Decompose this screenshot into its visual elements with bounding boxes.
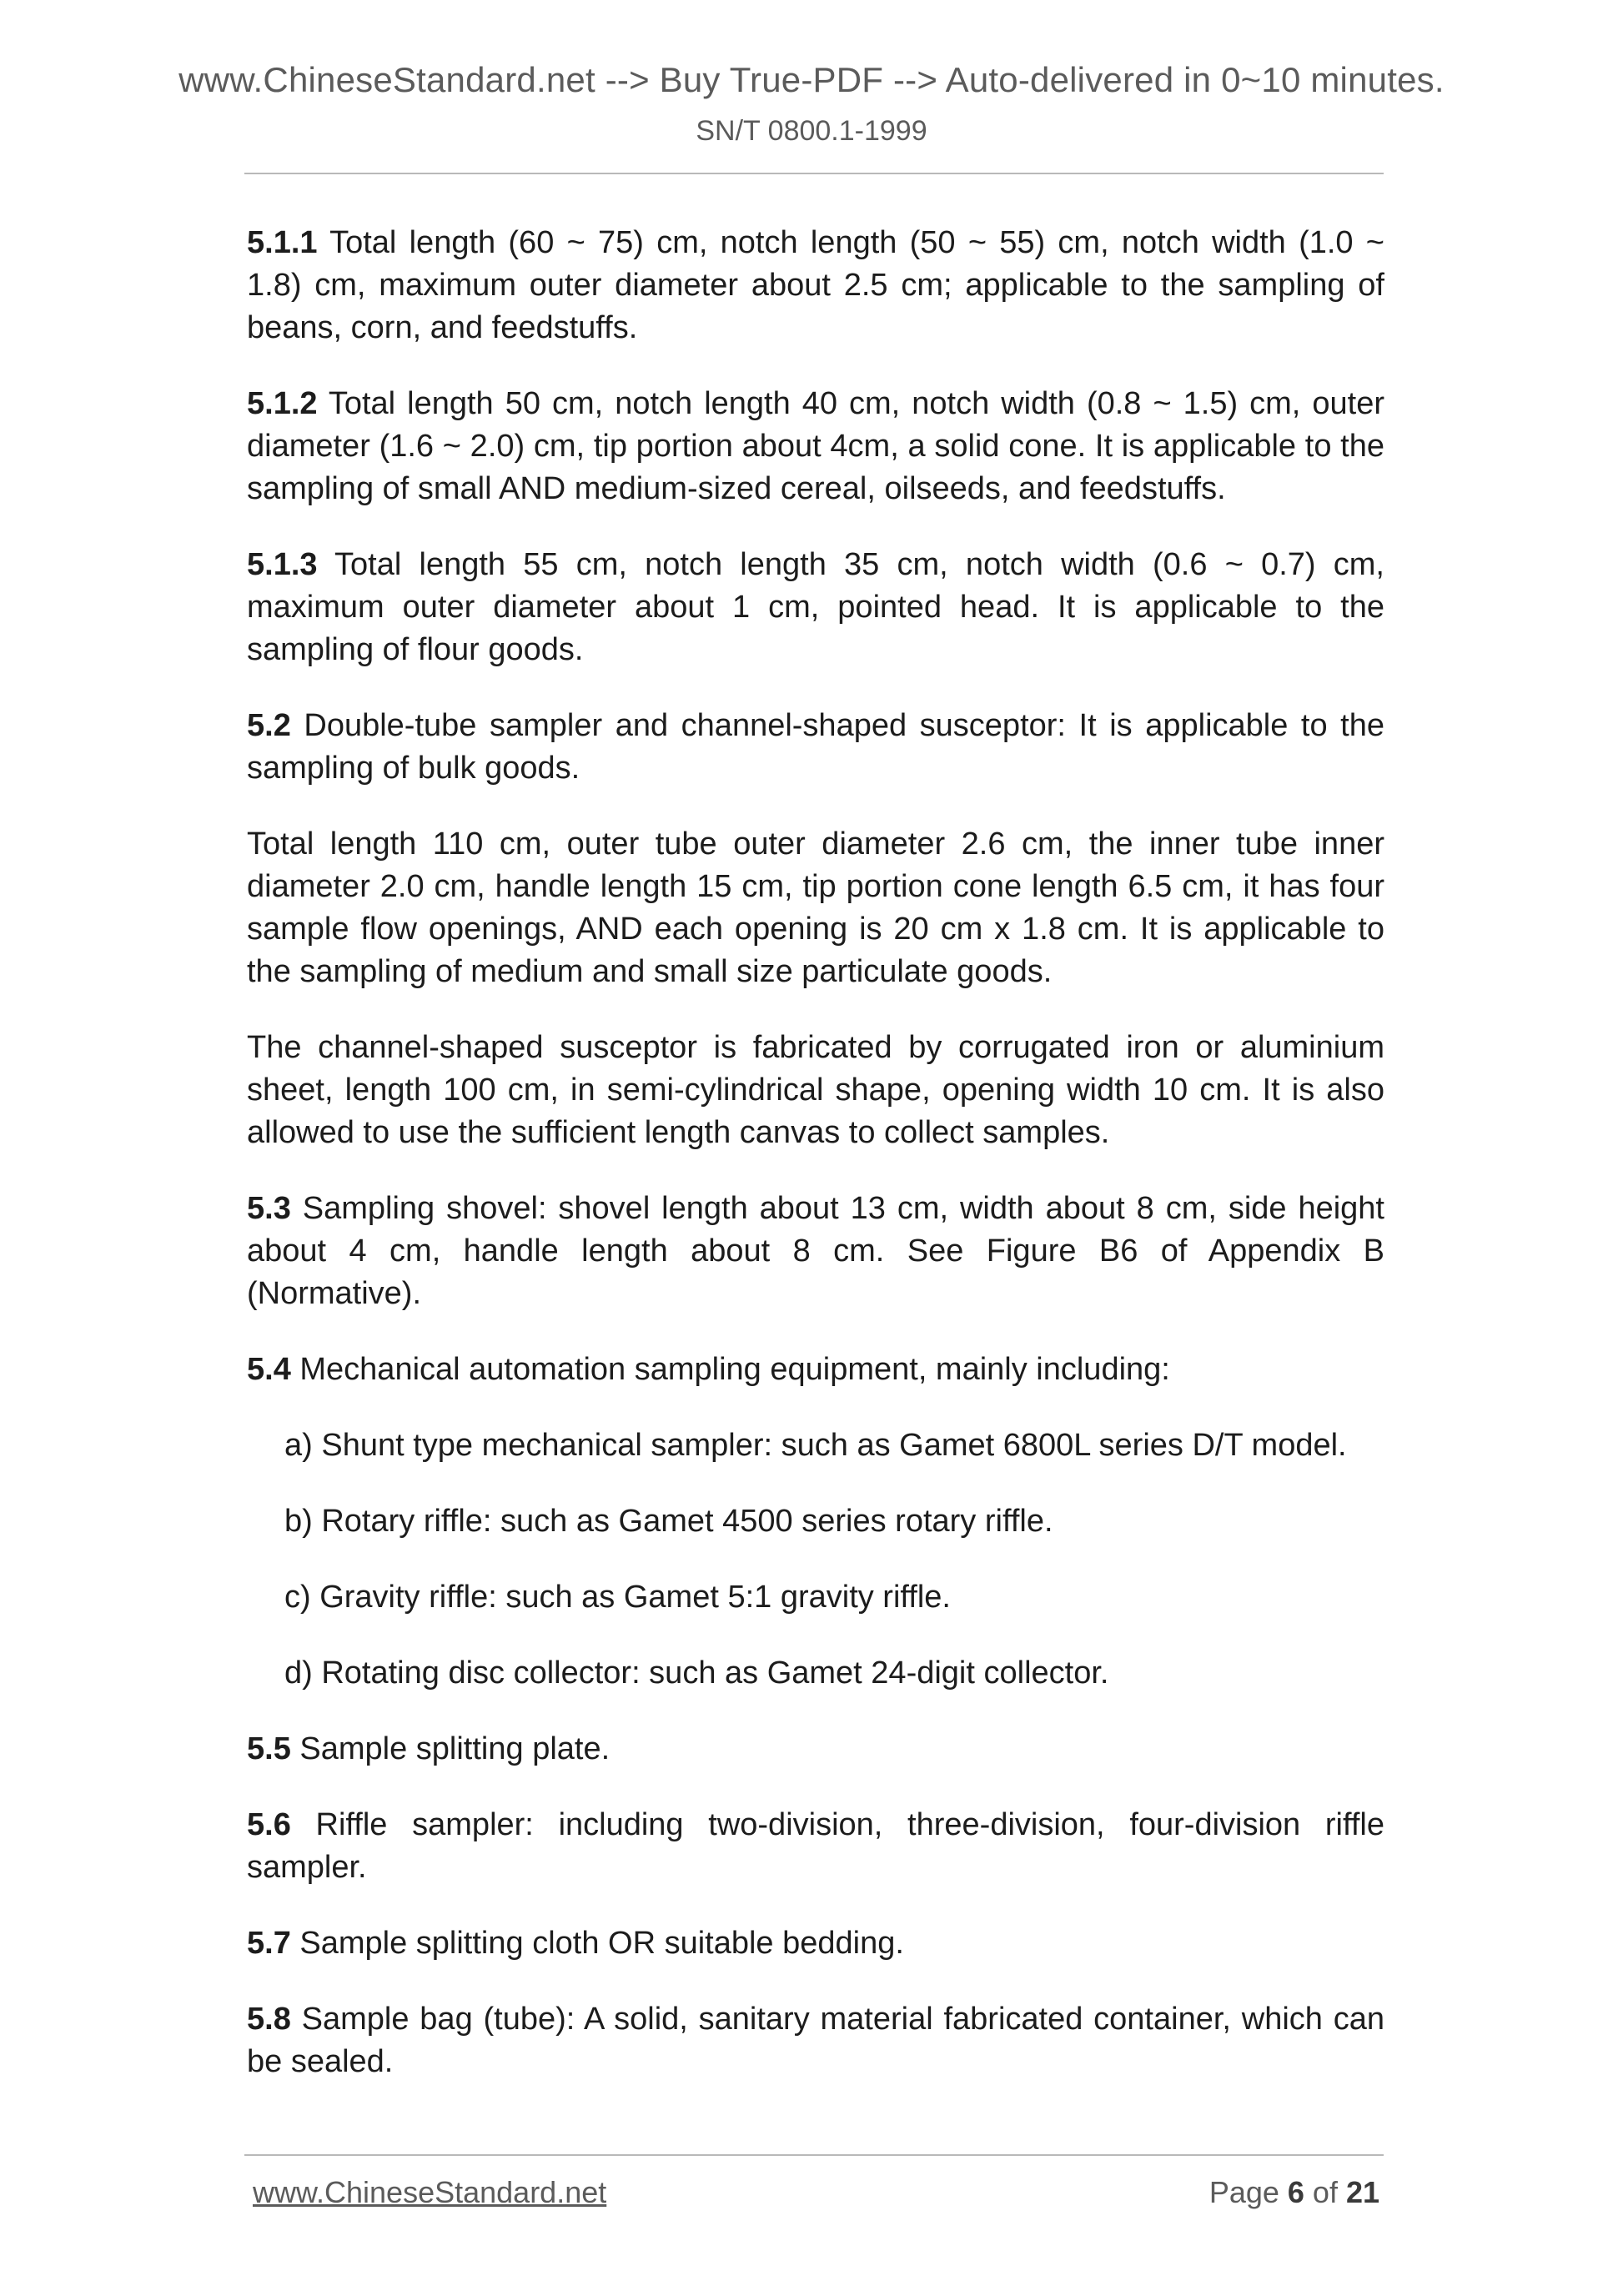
page-total: 21: [1345, 2175, 1379, 2209]
clause-text: Riffle sampler: including two-division, three-division, four-division riffle sampler.: [247, 1807, 1384, 1885]
clause-text: Sample bag (tube): A solid, sanitary material fabricated container, which can be sealed.: [247, 2002, 1384, 2079]
clause-text: Total length 55 cm, notch length 35 cm, notch width (0.6 ~ 0.7) cm, maximum outer diameter about 1 cm, pointed head. It is applicable to the sampling of flour goods.: [247, 547, 1384, 667]
clause-text: Sampling shovel: shovel length about 13 cm, width about 8 cm, side height about 4 cm, handle length about 8 cm. See Figure B6 of Appendix B (Normative).: [247, 1191, 1384, 1311]
paragraph-text: Total length 110 cm, outer tube outer diameter 2.6 cm, the inner tube inner diameter 2.0 cm, handle length 15 cm, tip portion cone length 6.5 cm, it has four sample flow openings, AND each opening is 20 cm x 1.8 cm. It is applicable to the sampling of medium and small size particulate goods.: [247, 826, 1384, 989]
list-item-d: [284, 1652, 1384, 1695]
page-current: 6: [1287, 2175, 1304, 2209]
clause-text: Sample splitting cloth OR suitable bedding.: [290, 1926, 904, 1961]
clause-5-6: [247, 1804, 1384, 1889]
paragraph-channel-susceptor: [247, 1027, 1384, 1154]
clause-number: 5.1.2: [247, 386, 318, 421]
clause-number: 5.8: [247, 2002, 291, 2037]
clause-5-1-2: [247, 383, 1384, 510]
footer-website-link[interactable]: www.ChineseStandard.net: [253, 2175, 607, 2209]
clause-5-1-3: [247, 544, 1384, 671]
clause-number: 5.2: [247, 708, 291, 743]
clause-5-1-1: [247, 222, 1384, 349]
paragraph-text: The channel-shaped susceptor is fabricated by corrugated iron or aluminium sheet, length 100 cm, in semi-cylindrical shape, opening width 10 cm. It is also allowed to use the sufficient length canvas to collect samples.: [247, 1030, 1384, 1150]
page-of: of: [1304, 2175, 1346, 2209]
list-item-text: a) Shunt type mechanical sampler: such as Gamet 6800L series D/T model.: [284, 1428, 1347, 1463]
clause-5-8: [247, 1998, 1384, 2083]
clause-text: Double-tube sampler and channel-shaped susceptor: It is applicable to the sampling of bulk goods.: [247, 708, 1384, 786]
clause-text: Mechanical automation sampling equipment, mainly including:: [290, 1352, 1170, 1387]
list-item-c: [284, 1576, 1384, 1619]
clause-number: 5.1.1: [247, 225, 318, 260]
clause-number: 5.5: [247, 1731, 291, 1766]
paragraph-double-tube: [247, 823, 1384, 993]
standard-code: SN/T 0800.1-1999: [696, 115, 927, 147]
footer-divider: [244, 2154, 1384, 2156]
list-item-b: [284, 1500, 1384, 1543]
clause-5-3: [247, 1188, 1384, 1315]
clause-number: 5.7: [247, 1926, 291, 1961]
clause-number: 5.6: [247, 1807, 291, 1842]
header-divider: [244, 173, 1384, 174]
list-item-text: c) Gravity riffle: such as Gamet 5:1 gravity riffle.: [284, 1580, 951, 1615]
list-item-a: [284, 1424, 1384, 1467]
clause-5-5: [247, 1728, 1384, 1771]
clause-number: 5.3: [247, 1191, 291, 1226]
clause-text: Total length 50 cm, notch length 40 cm, notch width (0.8 ~ 1.5) cm, outer diameter (1.6 ~ 2.0) cm, tip portion about 4cm, a solid cone. It is applicable to the sampling of small AND medium-sized cereal, oilseeds, and feedstuffs.: [247, 386, 1384, 506]
clause-text: Total length (60 ~ 75) cm, notch length (50 ~ 55) cm, notch width (1.0 ~ 1.8) cm, maximum outer diameter about 2.5 cm; applicable to the sampling of beans, corn, and feedstuffs.: [247, 225, 1384, 345]
clause-text: Sample splitting plate.: [290, 1731, 611, 1766]
list-item-text: d) Rotating disc collector: such as Gamet 24-digit collector.: [284, 1655, 1109, 1691]
page-prefix: Page: [1208, 2175, 1288, 2209]
clause-5-2: [247, 705, 1384, 790]
document-body: [247, 222, 1384, 2117]
clause-number: 5.1.3: [247, 547, 318, 582]
list-item-text: b) Rotary riffle: such as Gamet 4500 series rotary riffle.: [284, 1504, 1053, 1539]
header-banner: www.ChineseStandard.net --> Buy True-PDF --> Auto-delivered in 0~10 minutes.: [178, 60, 1445, 99]
page-number: [1209, 2175, 1379, 2210]
clause-5-4: [247, 1349, 1384, 1391]
clause-number: 5.4: [247, 1352, 291, 1387]
clause-5-7: [247, 1922, 1384, 1965]
